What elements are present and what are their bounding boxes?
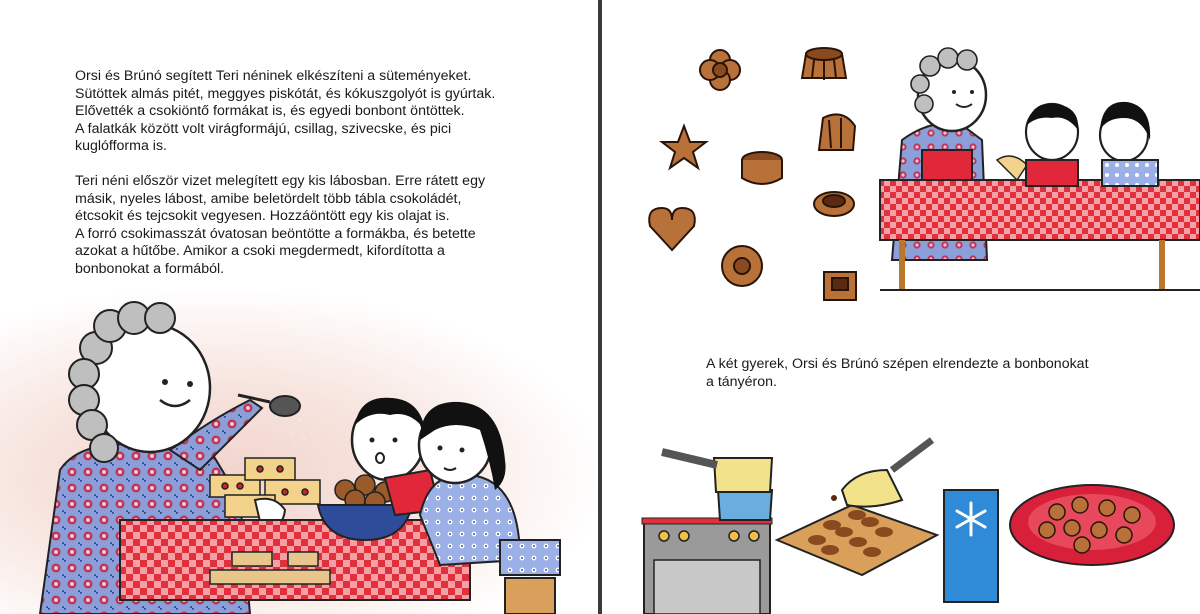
right-page-text: [706, 356, 1146, 408]
paragraph-2: Teri néni először vizet melegített egy kis lábosban. Erre rátett egy másik, nyeles lábost, amibe beletördelt több tábla csokoládét, étcsokit és tejcsokit vegyesen. Hozzáöntött egy kis olajat is. A forró csokimasszát óvatosan beöntötte a formákba, és betette azokat a hűtőbe. Amikor a csoki megdermedt, kifordította a bonbonokat a formából.: [75, 172, 486, 277]
fridge: [944, 490, 998, 602]
stove-with-pots: [642, 452, 772, 614]
paragraph-3: A két gyerek, Orsi és Brúnó szépen elrendezte a bonbonokat a tányéron.: [706, 356, 1089, 390]
bonbon-plate: [1010, 485, 1174, 565]
bonbon-flower: [700, 50, 740, 90]
bonbon-square: [824, 272, 856, 300]
bonbon-round: [742, 152, 782, 184]
bonbon-star: [662, 126, 706, 168]
chocolate-mold: [777, 440, 937, 575]
bonbon-cup: [814, 192, 854, 216]
bonbon-collection: [602, 0, 1200, 614]
paragraph-1: Orsi és Brúnó segített Teri néninek elkészíteni a süteményeket. Sütöttek almás pitét, meggyes piskótát, és kókuszgolyót is gyúrtak. Elővették a csokiöntő formákat is, és egyedi bonbont öntöttek. A falatkák között volt virágformájú, csillag, szivecske, és pici kuglófforma is.: [75, 68, 496, 155]
bonbon-rosette: [722, 246, 762, 286]
granny-serving-scene: [880, 48, 1200, 290]
bonbon-kuglof: [802, 48, 846, 80]
right-page: [602, 0, 1200, 614]
bonbon-fan: [819, 114, 855, 150]
bonbon-heart: [649, 208, 695, 250]
left-page: [0, 0, 598, 614]
baking-scene-illustration: [0, 0, 598, 614]
